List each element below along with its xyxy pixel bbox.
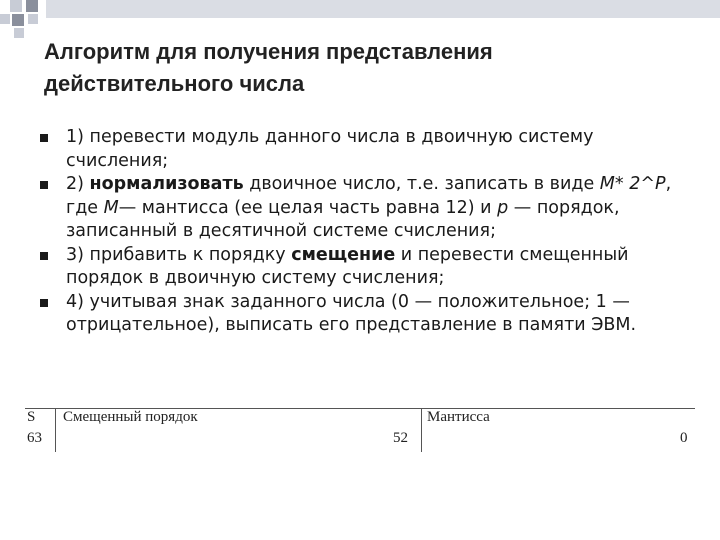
number-format-diagram bbox=[25, 408, 695, 448]
square-bullet-icon bbox=[40, 134, 48, 142]
step-item bbox=[40, 173, 700, 244]
algorithm-steps-list bbox=[40, 126, 700, 338]
step-italic-term: М* 2^Р bbox=[599, 174, 666, 194]
step-italic-term: М bbox=[103, 197, 119, 218]
diagram-divider bbox=[421, 408, 422, 452]
corner-square bbox=[10, 0, 22, 12]
step-item bbox=[40, 244, 700, 291]
title-line-1: Алгоритм для получения представления bbox=[44, 39, 493, 64]
exponent-end-bit-number: 52 bbox=[393, 430, 408, 446]
square-bullet-icon bbox=[40, 181, 48, 189]
square-bullet-icon bbox=[40, 252, 48, 260]
title-line-2: действительного числа bbox=[44, 71, 305, 96]
mantissa-end-bit-number: 0 bbox=[680, 430, 688, 446]
slide-title bbox=[44, 36, 684, 100]
step-text: — порядок, записанный в десятичной системе счисления; bbox=[66, 197, 620, 241]
sign-label: S bbox=[27, 409, 36, 425]
step-text: и перевести смещенный порядок в двоичную систему счисления; bbox=[66, 244, 629, 288]
step-bold-term: смещение bbox=[291, 244, 396, 265]
corner-bar bbox=[46, 0, 720, 18]
sign-bit-number: 63 bbox=[27, 430, 42, 446]
corner-square bbox=[26, 0, 38, 12]
corner-square bbox=[0, 14, 10, 24]
diagram-divider bbox=[55, 408, 56, 452]
corner-square bbox=[12, 14, 24, 26]
step-text: двоичное число, т.е. записать в виде bbox=[243, 174, 600, 194]
step-text: , где bbox=[66, 174, 672, 218]
corner-square bbox=[28, 14, 38, 24]
corner-decoration bbox=[0, 0, 720, 40]
step-text: 4) учитывая знак заданного числа (0 — положительное; 1 — отрицательное), выписать его представление в памяти ЭВМ. bbox=[66, 291, 637, 335]
corner-squares-graphic bbox=[0, 0, 720, 40]
mantissa-label: Мантисса bbox=[427, 409, 490, 425]
step-bold-term: нормализовать bbox=[89, 174, 244, 194]
step-italic-term: р bbox=[497, 197, 509, 218]
corner-square bbox=[14, 28, 24, 38]
step-text: 1) перевести модуль данного числа в двоичную систему счисления; bbox=[66, 127, 594, 171]
step-item bbox=[40, 126, 700, 173]
step-text: 2) bbox=[66, 174, 90, 194]
step-item bbox=[40, 291, 700, 338]
exponent-label: Смещенный порядок bbox=[63, 409, 198, 425]
step-text: — мантисса (ее целая часть равна 12) и bbox=[118, 197, 498, 218]
step-text: 3) прибавить к порядку bbox=[66, 244, 292, 265]
square-bullet-icon bbox=[40, 299, 48, 307]
